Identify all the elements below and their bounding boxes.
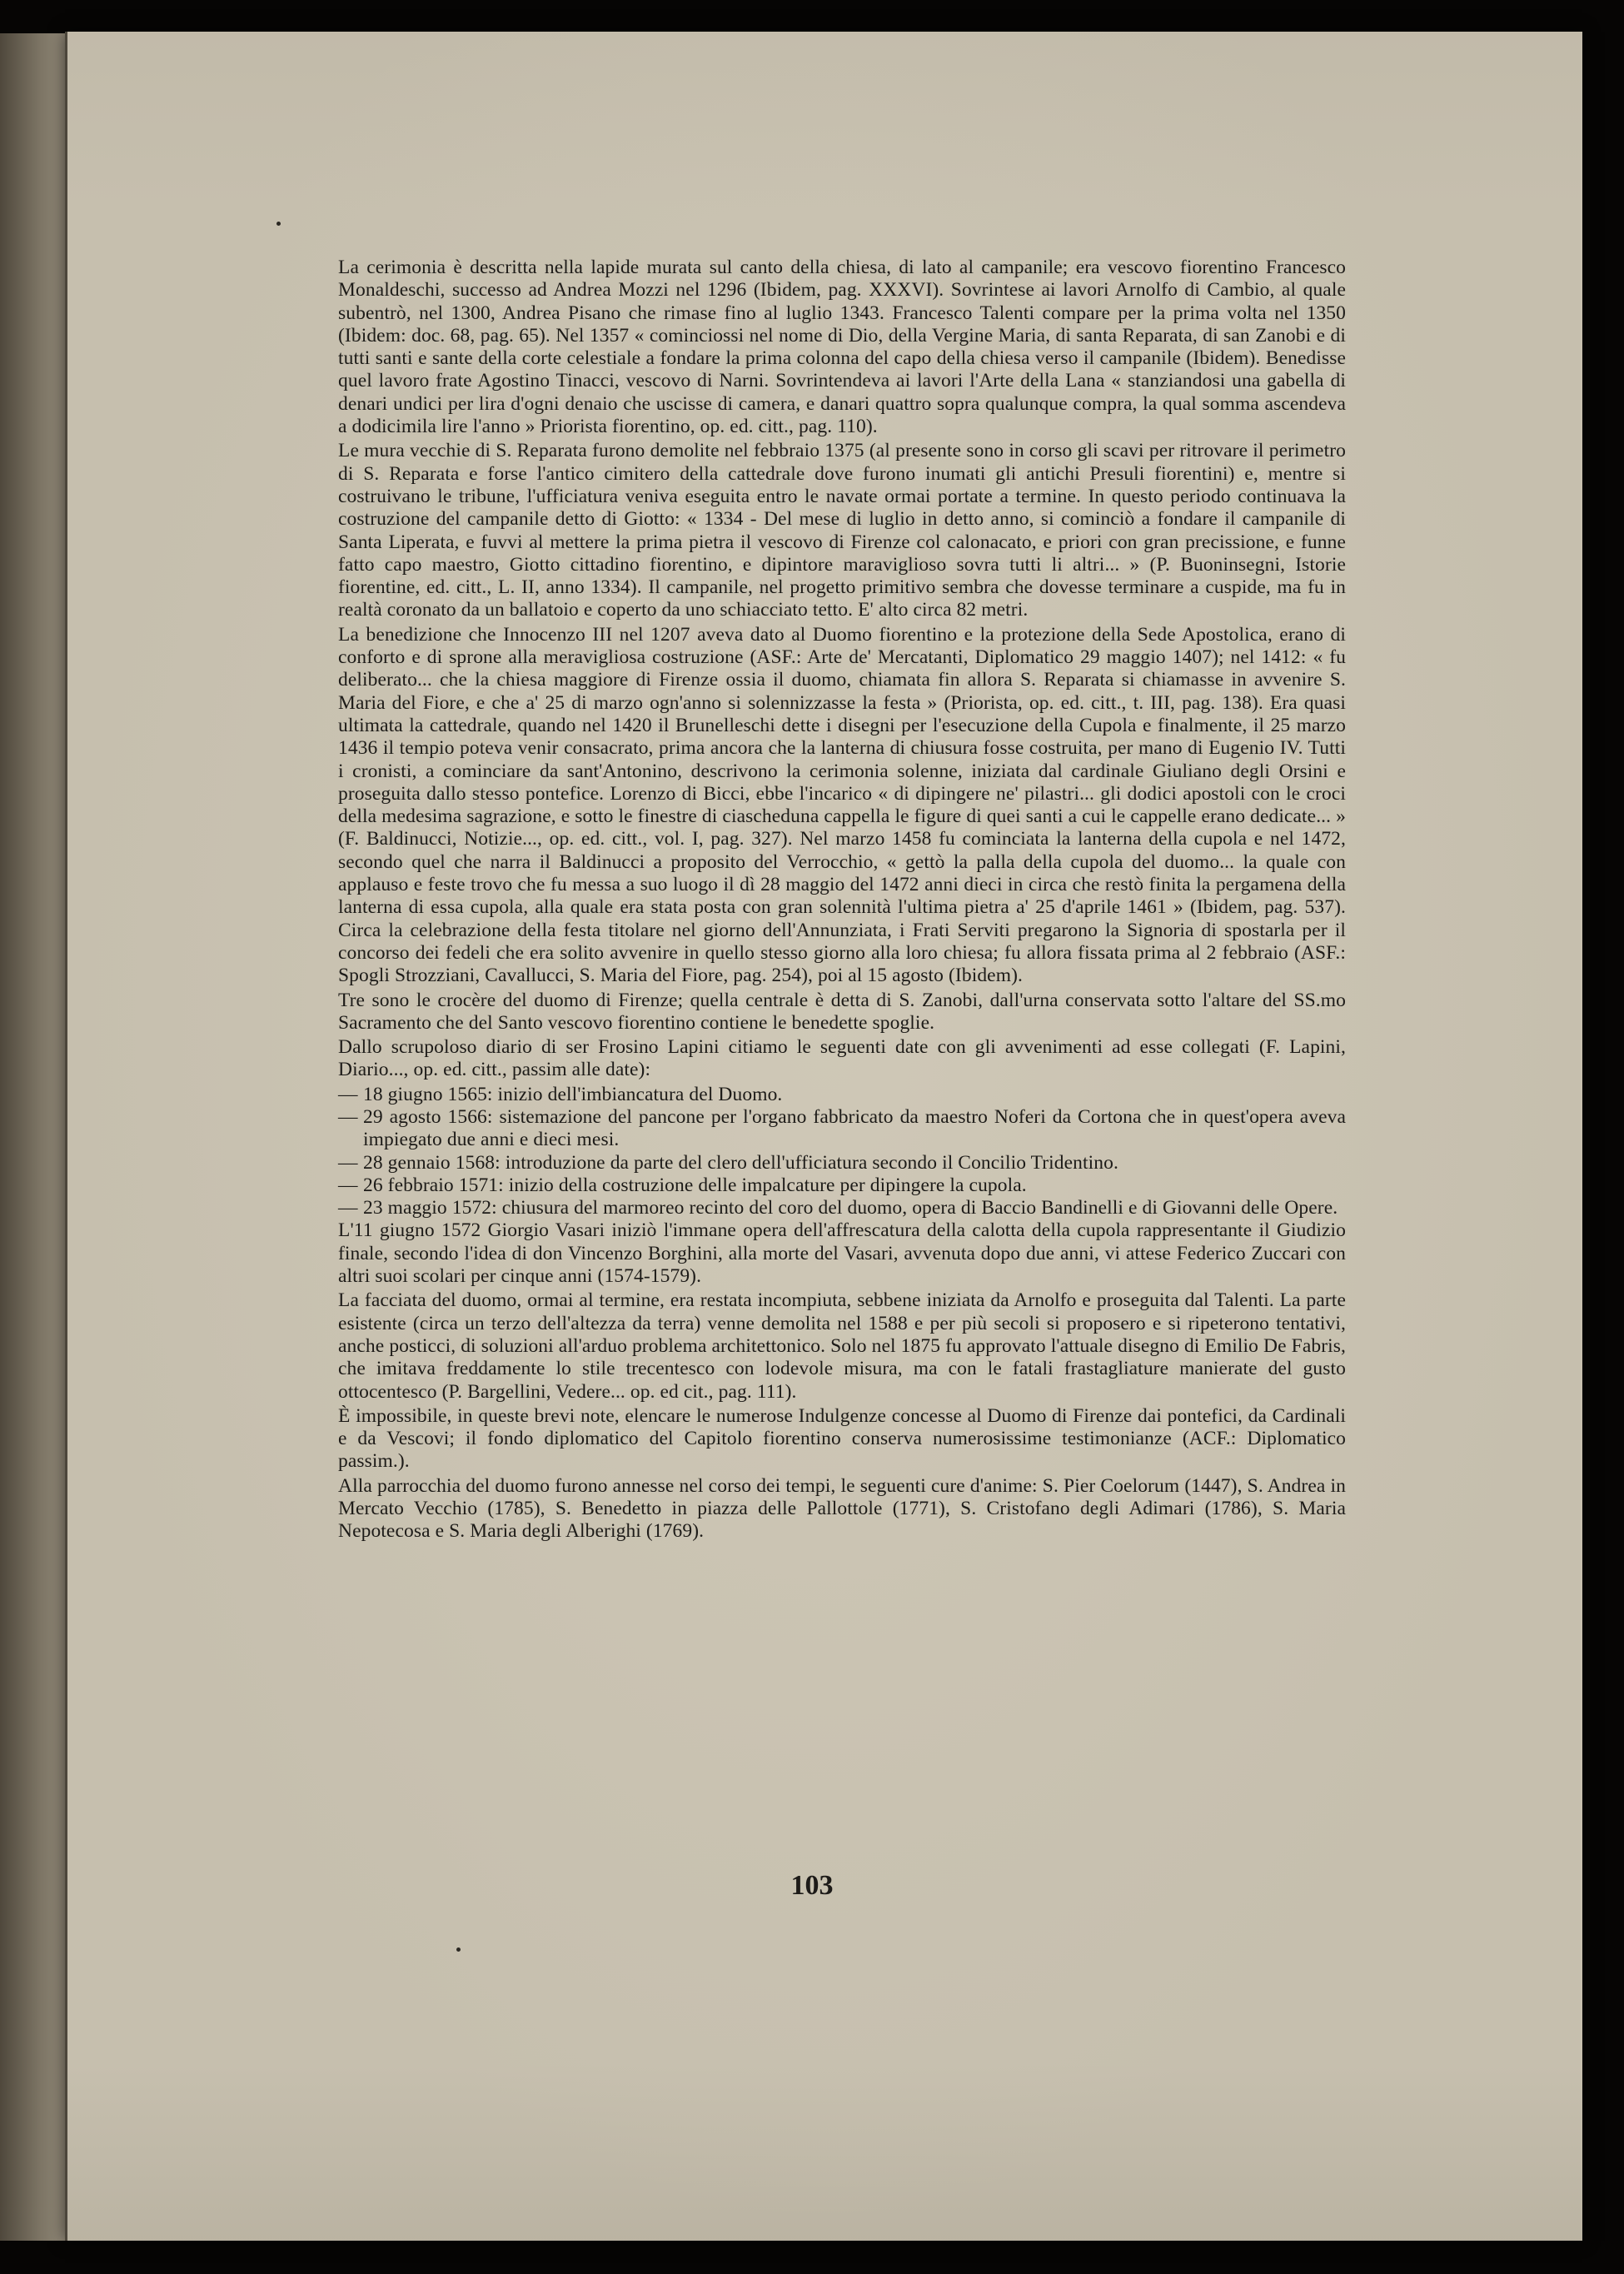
list-item: [338, 1197, 1346, 1219]
paragraph-facciata: La facciata del duomo, ormai al termine, era restata incompiuta, sebbene iniziata da Arnolfo e proseguita dal Talenti. La parte esistente (circa un terzo dell'altezza da terra) venne demolita nel 1588 e per più secoli si proposero e si ripeterono tentativi, anche posticci, di soluzioni all'arduo problema architettonico. Solo nel 1875 fu approvato l'attuale disegno di Emilio De Fabris, che imitava freddamente lo stile trecentesco con lodevole misura, ma con le fatali frastagliature manierate del gusto ottocentesco (P. Bargellini, Vedere... op. ed cit., pag. 111).: [338, 1289, 1346, 1403]
paragraph-indulgenze: È impossibile, in queste brevi note, elencare le numerose Indulgenze concesse al Duomo di Firenze dai pontefici, da Cardinali e da Vescovi; il fondo diplomatico del Capitolo fiorentino conserva numerosissime testimonianze (ACF.: Diplomatico passim.).: [338, 1404, 1346, 1473]
previous-page-edge: [0, 33, 75, 2241]
list-item-text: 29 agosto 1566: sistemazione del pancone per l'organo fabbricato da maestro Noferi da Cortona che in quest'opera aveva impiegato due anni e dieci mesi.: [363, 1105, 1346, 1151]
date-list: [338, 1084, 1346, 1220]
list-item-text: 23 maggio 1572: chiusura del marmoreo recinto del coro del duomo, opera di Baccio Bandinelli e di Giovanni delle Opere.: [363, 1197, 1338, 1219]
paragraph-mura-vecchie: Le mura vecchie di S. Reparata furono demolite nel febbraio 1375 (al presente sono in corso gli scavi per ritrovare il perimetro di S. Reparata e forse l'antico cimitero della cattedrale dove furono inumati gli antichi Presuli fiorentini) e, mentre si costruivano le tribune, l'ufficiatura veniva eseguita entro le navate ormai portate a termine. In questo periodo continuava la costruzione del campanile detto di Giotto: « 1334 - Del mese di luglio in detto anno, si cominciò a fondare il campanile di Santa Liperata, e fuvvi al mettere la prima pietra il vescovo di Firenze col calonacato, e priori con gran precissione, e funne fatto capo maestro, Giotto cittadino fiorentino, e dipintore maraviglioso sovra tutti li altri... » (P. Buoninsegni, Istorie fiorentine, ed. citt., L. II, anno 1334). Il campanile, nel progetto primitivo sembra che dovesse terminare a cuspide, ma fu in realtà coronato da un ballatoio e coperto da uno schiacciato tetto. E' alto circa 82 metri.: [338, 440, 1346, 621]
list-item-text: 26 febbraio 1571: inizio della costruzione delle impalcature per dipingere la cupola.: [363, 1174, 1027, 1196]
paragraph-diario: Dallo scrupoloso diario di ser Frosino Lapini citiamo le seguenti date con gli avvenimenti ad esse collegati (F. Lapini, Diario..., op. ed. citt., passim alle date):: [338, 1036, 1346, 1081]
paragraph-cerimonia: La cerimonia è descritta nella lapide murata sul canto della chiesa, di lato al campanile; era vescovo fiorentino Francesco Monaldeschi, successo ad Andrea Mozzi nel 1296 (Ibidem, pag. XXXVI). Sovrintese ai lavori Arnolfo di Cambio, al quale subentrò, nel 1300, Andrea Pisano che rimase fino al luglio 1343. Francesco Talenti compare per la prima volta nel 1350 (Ibidem: doc. 68, pag. 65). Nel 1357 « cominciossi nel nome di Dio, della Vergine Maria, di santa Reparata, di san Zanobi e di tutti santi e sante della corte celestiale a fondare la prima colonna del capo della chiesa verso il campanile (Ibidem). Benedisse quel lavoro frate Agostino Tinacci, vescovo di Narni. Sovrintendeva ai lavori l'Arte della Lana « stanziandosi una gabella di denari undici per lira d'ogni denaio che uscisse di camera, e danari quattro sopra qualunque compra, la qual somma ascendeva a dodicimila lire l'anno » Priorista fiorentino, op. ed. citt., pag. 110).: [338, 257, 1346, 438]
dash-marker: —: [338, 1197, 358, 1219]
paragraph-crocere: Tre sono le crocère del duomo di Firenze; quella centrale è detta di S. Zanobi, dall'urna conservata sotto l'altare del SS.mo Sacramento che del Santo vescovo fiorentino contiene le benedette spoglie.: [338, 989, 1346, 1034]
list-item-text: 28 gennaio 1568: introduzione da parte del clero dell'ufficiatura secondo il Concilio Tridentino.: [363, 1151, 1118, 1174]
paragraph-benedizione: La benedizione che Innocenzo III nel 1207 aveva dato al Duomo fiorentino e la protezione della Sede Apostolica, erano di conforto e di sprone alla meravigliosa costruzione (ASF.: Arte de' Mercatanti, Diplomatico 29 maggio 1407); nel 1412: « fu deliberato... che la chiesa maggiore di Firenze ossia il duomo, chiamata fin allora S. Reparata si chiamasse in avvenire S. Maria del Fiore, e che a' 25 di marzo ogn'anno si solennizzasse la festa » (Priorista, op. ed. citt., t. III, pag. 138). Era quasi ultimata la cattedrale, quando nel 1420 il Brunelleschi dette i disegni per l'esecuzione della Cupola e finalmente, il 25 marzo 1436 il tempio poteva venir consacrato, prima ancora che la lanterna di chiusura fosse costruita, per mano di Eugenio IV. Tutti i cronisti, a cominciare da sant'Antonino, descrivono la cerimonia solenne, iniziata dal cardinale Giuliano degli Orsini e proseguita dallo stesso pontefice. Lorenzo di Bicci, ebbe l'incarico « di dipingere ne' pilastri... gli dodici apostoli con le croci della medesima sagrazione, e sotto le finestre di ciascheduna cappella le figure di quei santi a cui le cappelle erano dedicate... » (F. Baldinucci, Notizie..., op. ed. citt., vol. I, pag. 327). Nel marzo 1458 fu cominciata la lanterna della cupola e nel 1472, secondo quel che narra il Baldinucci a proposito del Verrocchio, « gettò la palla della cupola del duomo... la quale con applauso e feste trovo che fu messa a suo luogo il dì 28 maggio del 1472 anni dieci in circa che restò finita la pergamena della lanterna di essa cupola, alla quale era stata posta con gran solennità l'ultima pietra a' 25 d'aprile 1461 » (Ibidem, pag. 537). Circa la celebrazione della festa titolare nel giorno dell'Annunziata, i Frati Serviti pregarono la Signoria di spostarla per il concorso dei fedeli che era solito avvenire in quello stesso giorno alla loro chiesa; fu allora fissata prima al 2 febbraio (ASF.: Spogli Strozziani, Cavallucci, S. Maria del Fiore, pag. 254), poi al 15 agosto (Ibidem).: [338, 623, 1346, 987]
paragraph-parrocchia: Alla parrocchia del duomo furono annesse nel corso dei tempi, le seguenti cure d'anime: S. Pier Coelorum (1447), S. Andrea in Mercato Vecchio (1785), S. Benedetto in piazza delle Pallottole (1771), S. Cristofano degli Adimari (1786), S. Maria Nepotecosa e S. Maria degli Alberighi (1769).: [338, 1474, 1346, 1543]
list-item: [338, 1152, 1346, 1174]
dash-marker: —: [338, 1105, 358, 1128]
dash-marker: —: [338, 1151, 358, 1174]
dash-marker: —: [338, 1174, 358, 1196]
dash-marker: —: [338, 1083, 358, 1105]
list-item: [338, 1174, 1346, 1197]
paper-speck: [276, 222, 281, 226]
paragraph-vasari: L'11 giugno 1572 Giorgio Vasari iniziò l'immane opera dell'affrescatura della calotta della cupola rappresentante il Giudizio finale, secondo l'idea di don Vincenzo Borghini, alla morte del Vasari, avvenuta dopo due anni, vi attese Federico Zuccari con altri suoi scolari per cinque anni (1574-1579).: [338, 1219, 1346, 1288]
list-item: [338, 1084, 1346, 1106]
page-fold-line: [65, 32, 67, 2241]
body-text: [338, 257, 1346, 1545]
list-item-text: 18 giugno 1565: inizio dell'imbiancatura del Duomo.: [363, 1083, 783, 1105]
paper-speck: [456, 1947, 461, 1952]
page-number: 103: [790, 1870, 834, 1901]
list-item: [338, 1106, 1346, 1152]
